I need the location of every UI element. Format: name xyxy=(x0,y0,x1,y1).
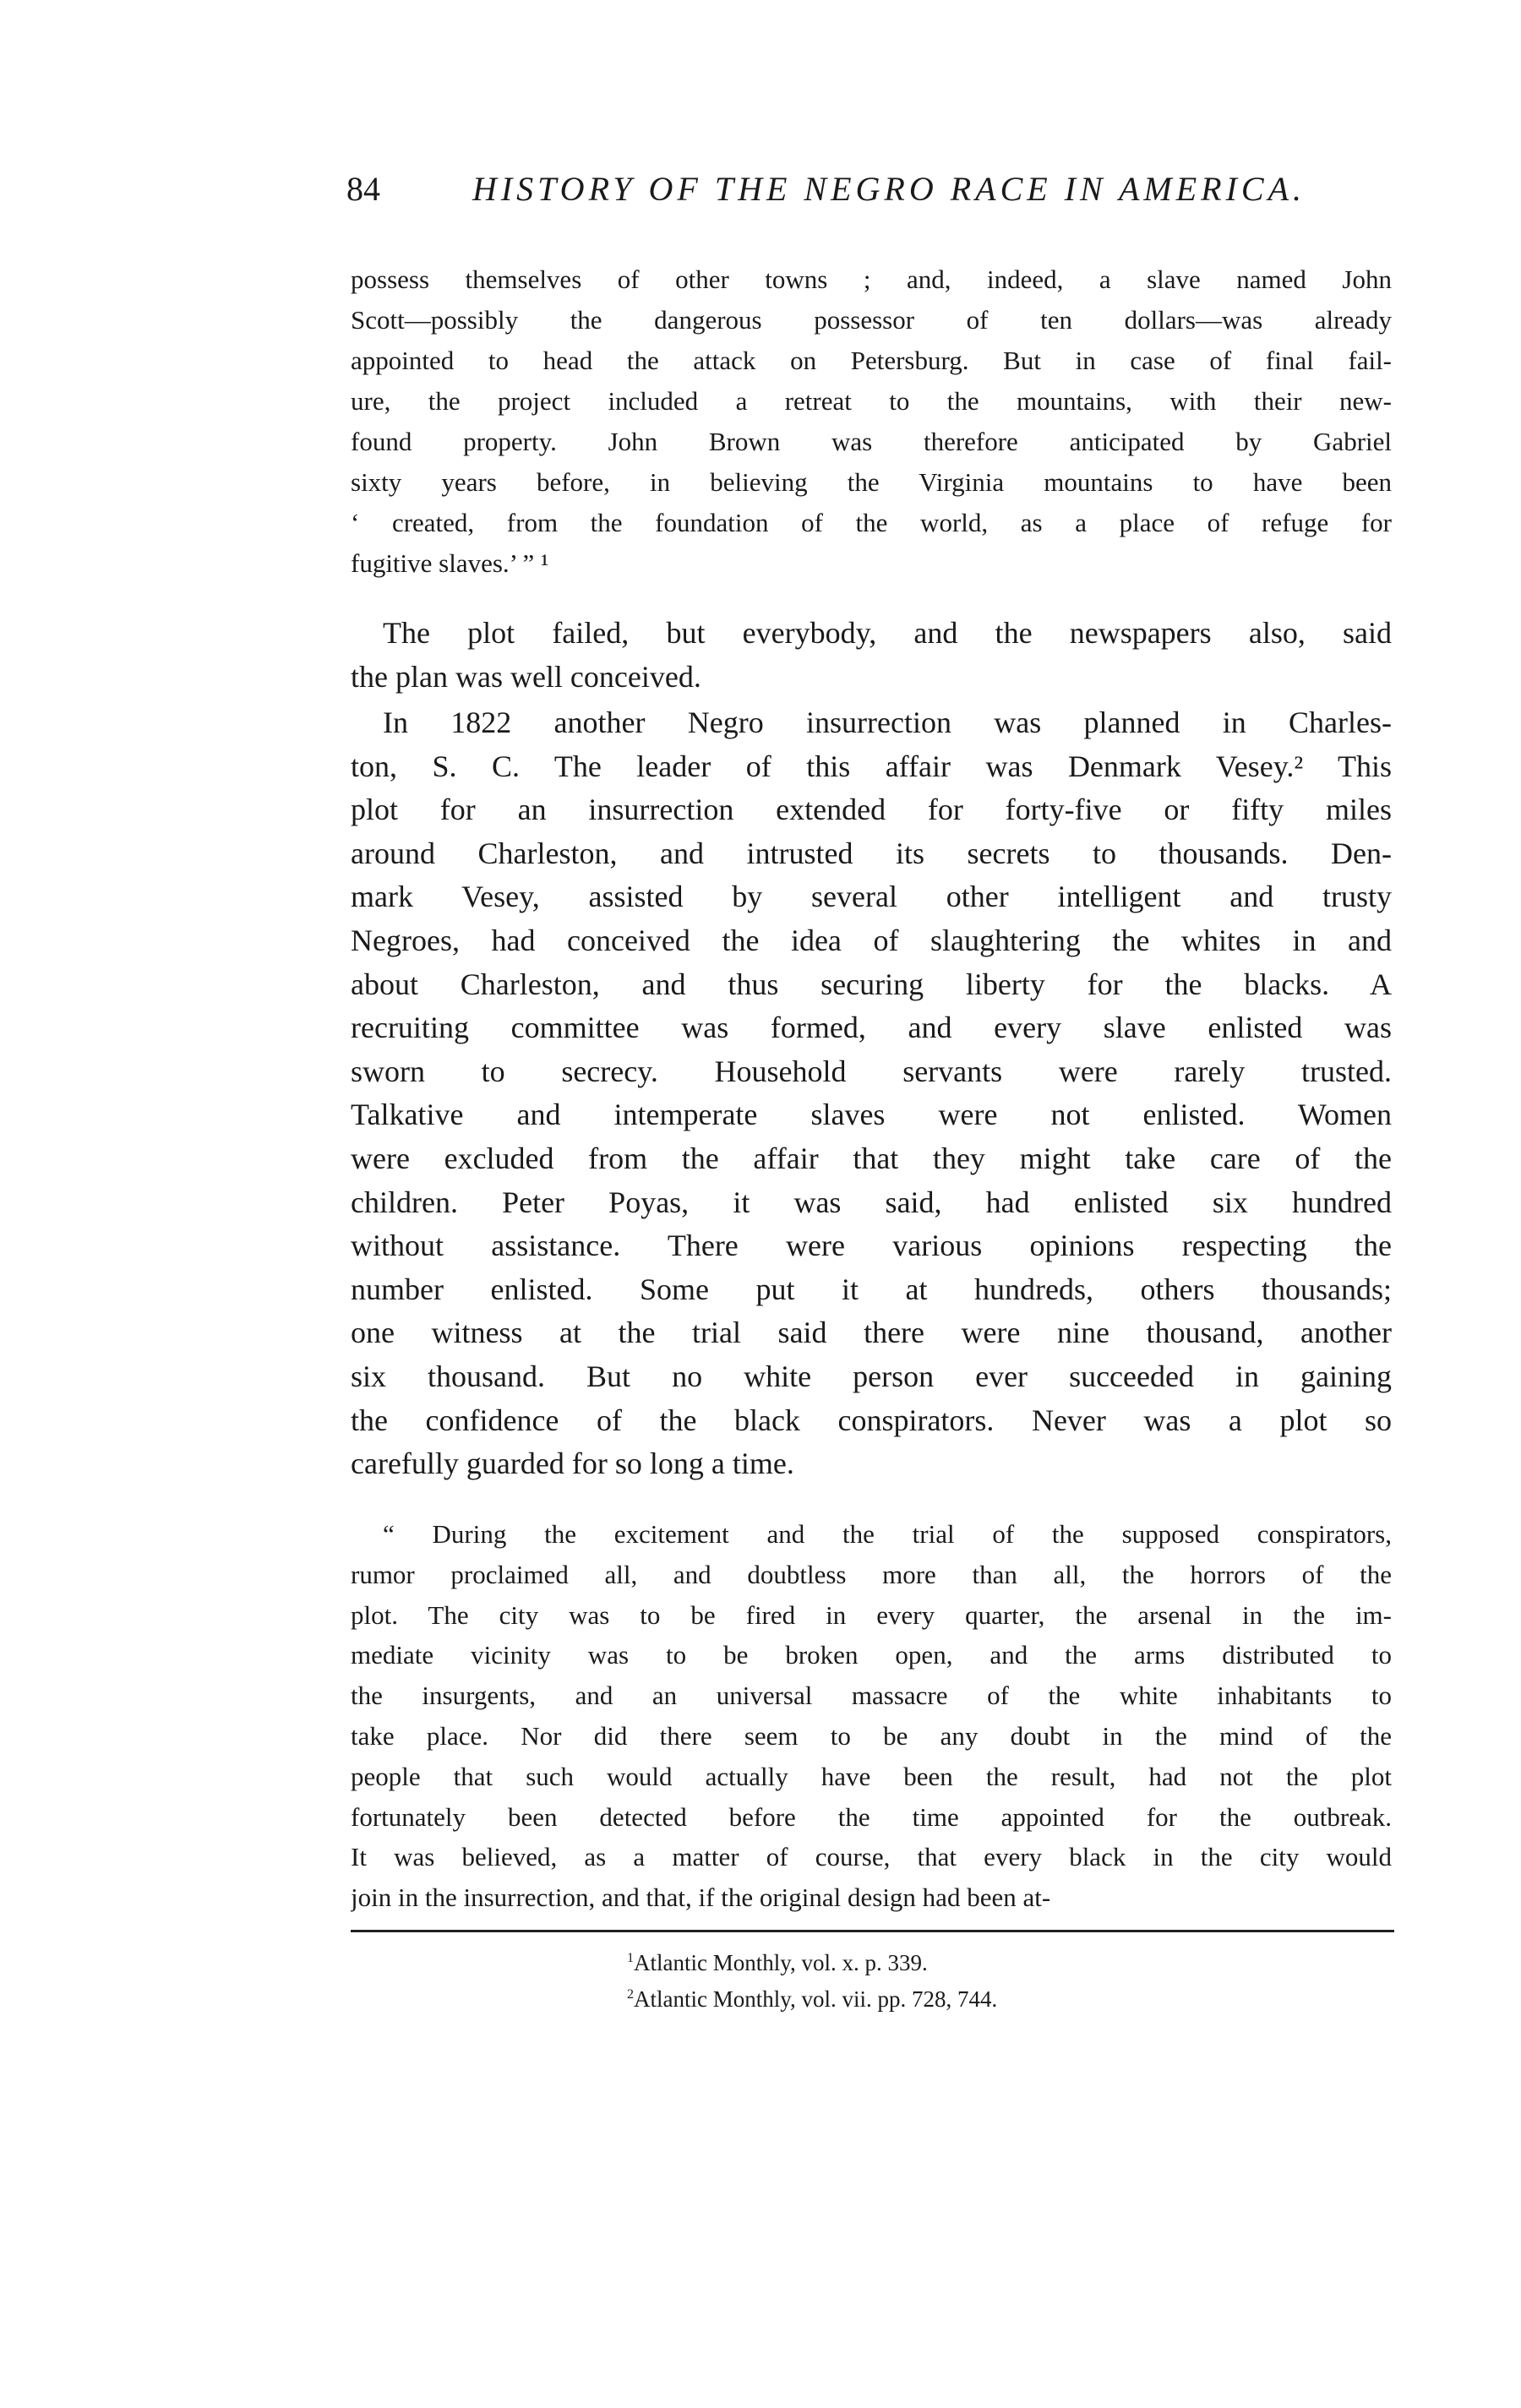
text-line: the plan was well conceived. xyxy=(351,659,701,694)
text-line: Negroes, had conceived the idea of slaughtering the whites in and xyxy=(351,923,1392,957)
paragraph-plot-failed xyxy=(351,612,1392,699)
text-line: sixty years before, in believing the Virginia mountains to have been xyxy=(351,467,1392,497)
footnote-2 xyxy=(627,1986,997,2013)
footnote-text: Atlantic Monthly, vol. x. p. 339. xyxy=(634,1950,928,1975)
text-line: about Charleston, and thus securing liberty for the blacks. A xyxy=(351,967,1392,1001)
text-line: ure, the project included a retreat to the mountains, with their new- xyxy=(351,386,1392,416)
text-line: appointed to head the attack on Petersburg. But in case of final fail- xyxy=(351,346,1392,375)
footnote-1 xyxy=(627,1950,928,1976)
text-line: the confidence of the black conspirators. Never was a plot so xyxy=(351,1403,1392,1437)
text-line: one witness at the trial said there were nine thousand, another xyxy=(351,1316,1392,1350)
text-line: carefully guarded for so long a time. xyxy=(351,1446,794,1481)
text-line: six thousand. But no white person ever succeeded in gaining xyxy=(351,1359,1392,1393)
footnote-rule xyxy=(351,1930,1394,1932)
text-line: without assistance. There were various opinions respecting the xyxy=(351,1229,1392,1263)
text-line: Scott—possibly the dangerous possessor of ten dollars—was already xyxy=(351,305,1392,335)
text-line: ‘ created, from the foundation of the world, as a place of refuge for xyxy=(351,508,1392,537)
paragraph-vesey xyxy=(351,701,1392,1486)
text-line: rumor proclaimed all, and doubtless more than all, the horrors of the xyxy=(351,1559,1392,1589)
text-line: recruiting committee was formed, and every slave enlisted was xyxy=(351,1011,1392,1045)
text-line: fortunately been detected before the time appointed for the outbreak. xyxy=(351,1801,1392,1832)
text-line: found property. John Brown was therefore anticipated by Gabriel xyxy=(351,427,1392,456)
text-line: the insurgents, and an universal massacre of the white inhabitants to xyxy=(351,1681,1392,1711)
text-line: In 1822 another Negro insurrection was planned in Charles- xyxy=(383,706,1392,739)
text-line: mark Vesey, assisted by several other intelligent and trusty xyxy=(351,880,1392,914)
text-line: fugitive slaves.’ ” ¹ xyxy=(351,548,549,578)
block-quote-bottom xyxy=(351,1514,1392,1918)
text-line: sworn to secrecy. Household servants were rarely trusted. xyxy=(351,1054,1392,1088)
block-quote-top xyxy=(351,259,1392,584)
text-line: The plot failed, but everybody, and the newspapers also, said xyxy=(383,616,1392,650)
text-line: possess themselves of other towns ; and, indeed, a slave named John xyxy=(351,264,1392,294)
text-line: take place. Nor did there seem to be any doubt in the mind of the xyxy=(351,1720,1392,1751)
text-line: plot. The city was to be fired in every quarter, the arsenal in the im- xyxy=(351,1599,1392,1630)
page-number: 84 xyxy=(346,170,380,208)
footnote-mark: 2 xyxy=(627,1987,634,2002)
running-header xyxy=(346,169,1394,220)
footnote-mark: 1 xyxy=(627,1951,634,1965)
text-line: join in the insurrection, and that, if the original design had been at- xyxy=(351,1882,1051,1913)
text-line: It was believed, as a matter of course, that every black in the city would xyxy=(351,1842,1392,1872)
text-line: mediate vicinity was to be broken open, and the arms distributed to xyxy=(351,1640,1392,1670)
text-line: people that such would actually have been the result, had not the plot xyxy=(351,1761,1392,1791)
text-line: plot for an insurrection extended for forty-five or fifty miles xyxy=(351,793,1392,827)
text-line: ton, S. C. The leader of this affair was Denmark Vesey.² This xyxy=(351,749,1392,783)
footnote-text: Atlantic Monthly, vol. vii. pp. 728, 744. xyxy=(634,1986,998,2012)
text-line: were excluded from the affair that they might take care of the xyxy=(351,1141,1392,1175)
running-title: HISTORY OF THE NEGRO RACE IN AMERICA. xyxy=(472,170,1306,208)
text-line: Talkative and intemperate slaves were not enlisted. Women xyxy=(351,1098,1392,1132)
text-line: children. Peter Poyas, it was said, had enlisted six hundred xyxy=(351,1185,1392,1219)
text-line: “ During the excitement and the trial of the supposed conspirators, xyxy=(383,1519,1392,1549)
text-line: around Charleston, and intrusted its secrets to thousands. Den- xyxy=(351,836,1392,870)
text-line: number enlisted. Some put it at hundreds, others thousands; xyxy=(351,1272,1392,1306)
